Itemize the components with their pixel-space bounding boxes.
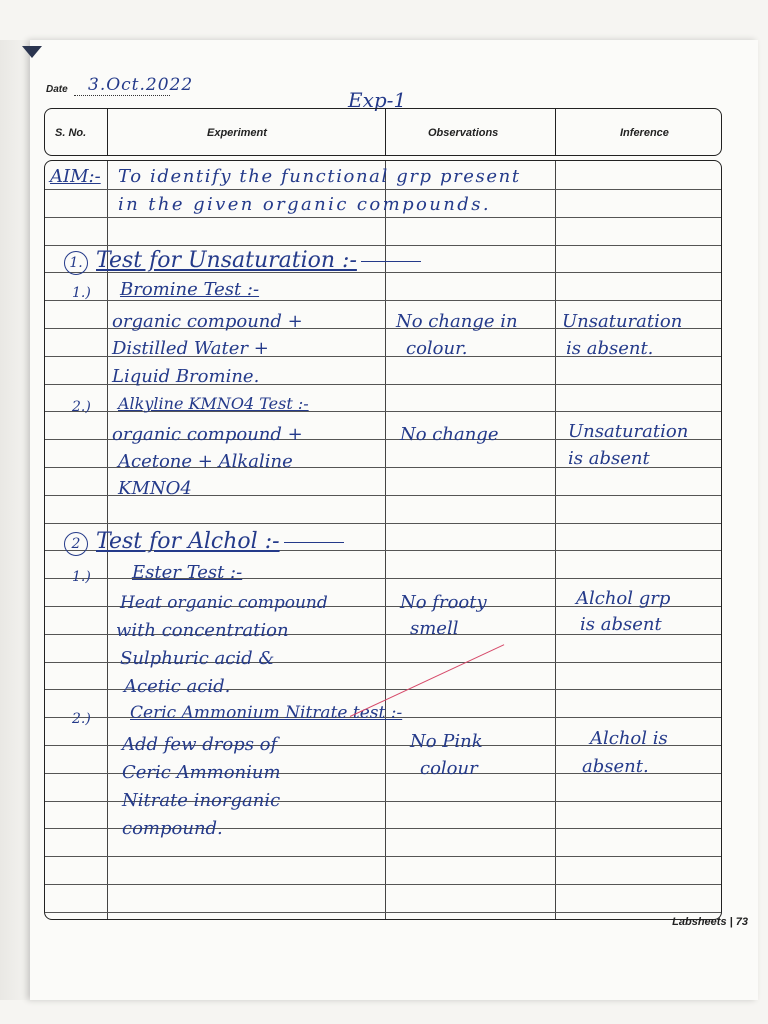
observation-line: No Pink — [410, 731, 483, 752]
experiment-line: Nitrate inorganic — [122, 790, 281, 811]
col-observations: Observations — [428, 127, 499, 139]
corner-mark — [22, 46, 42, 58]
test-label: 2.) — [72, 711, 91, 727]
ruled-line — [45, 245, 721, 246]
date-label: Date — [46, 84, 68, 95]
experiment-line: Heat organic compound — [120, 593, 328, 613]
experiment-line: with concentration — [116, 620, 289, 641]
observation-line: No change — [400, 424, 499, 445]
ruled-line — [45, 189, 721, 190]
experiment-line: Liquid Bromine. — [112, 366, 260, 387]
observation-line: colour. — [406, 338, 468, 359]
col-inference: Inference — [620, 127, 669, 139]
experiment-line: compound. — [122, 818, 223, 839]
experiment-line: Sulphuric acid & — [120, 648, 275, 669]
ruled-line — [45, 856, 721, 857]
page-footer: Labsheets | 73 — [672, 916, 748, 928]
observation-line: No change in — [396, 311, 518, 332]
experiment-line: Acetic acid. — [124, 676, 231, 697]
inference-line: is absent. — [566, 338, 654, 359]
experiment-line: KMNO4 — [118, 478, 192, 499]
experiment-line: organic compound + — [112, 424, 303, 445]
experiment-line: Ceric Ammonium — [122, 762, 281, 783]
date-value: 3.Oct.2022 — [88, 75, 194, 95]
aim-line-1: To identify the functional grp present — [118, 166, 521, 187]
test-label: 1.) — [72, 285, 91, 301]
header-divider — [555, 109, 556, 155]
aim-label: AIM:- — [50, 166, 101, 187]
inference-line: is absent — [568, 448, 650, 469]
observation-line: colour — [420, 758, 478, 779]
ruled-line — [45, 217, 721, 218]
ruled-line — [45, 912, 721, 913]
aim-line-2: in the given organic compounds. — [118, 194, 491, 215]
observation-line: smell — [410, 618, 459, 639]
ruled-line — [45, 523, 721, 524]
test-label: 1.) — [72, 569, 91, 585]
binding-shadow — [0, 40, 30, 1000]
col-experiment: Experiment — [207, 127, 267, 139]
inference-line: absent. — [582, 756, 649, 777]
header-divider — [385, 109, 386, 155]
col-sno: S. No. — [55, 127, 87, 139]
inference-line: Unsaturation — [562, 311, 683, 332]
experiment-line: Acetone + Alkaline — [118, 451, 293, 472]
observation-line: No frooty — [400, 592, 487, 613]
header-divider — [107, 109, 108, 155]
section-2-heading: 2 Test for Alchol :- — [64, 531, 344, 556]
inference-line: is absent — [580, 614, 662, 635]
test-title: Alkyline KMNO4 Test :- — [118, 394, 309, 413]
inference-line: Alchol is — [590, 728, 668, 749]
section-1-heading: 1. Test for Unsaturation :- — [64, 250, 421, 275]
section-number: 1. — [64, 251, 88, 275]
experiment-line: Add few drops of — [122, 734, 278, 755]
experiment-line: Distilled Water + — [112, 338, 269, 359]
test-label: 2.) — [72, 399, 91, 415]
ruled-line — [45, 884, 721, 885]
date-line — [74, 95, 170, 96]
test-title: Ceric Ammonium Nitrate test :- — [130, 703, 403, 723]
experiment-line: organic compound + — [112, 311, 303, 332]
section-number: 2 — [64, 532, 88, 556]
test-title: Bromine Test :- — [120, 279, 260, 300]
col-divider — [555, 161, 556, 919]
inference-line: Unsaturation — [568, 421, 689, 442]
table-header — [44, 108, 722, 156]
inference-line: Alchol grp — [576, 588, 671, 609]
experiment-number: Exp-1 — [348, 88, 407, 112]
test-title: Ester Test :- — [132, 562, 243, 583]
